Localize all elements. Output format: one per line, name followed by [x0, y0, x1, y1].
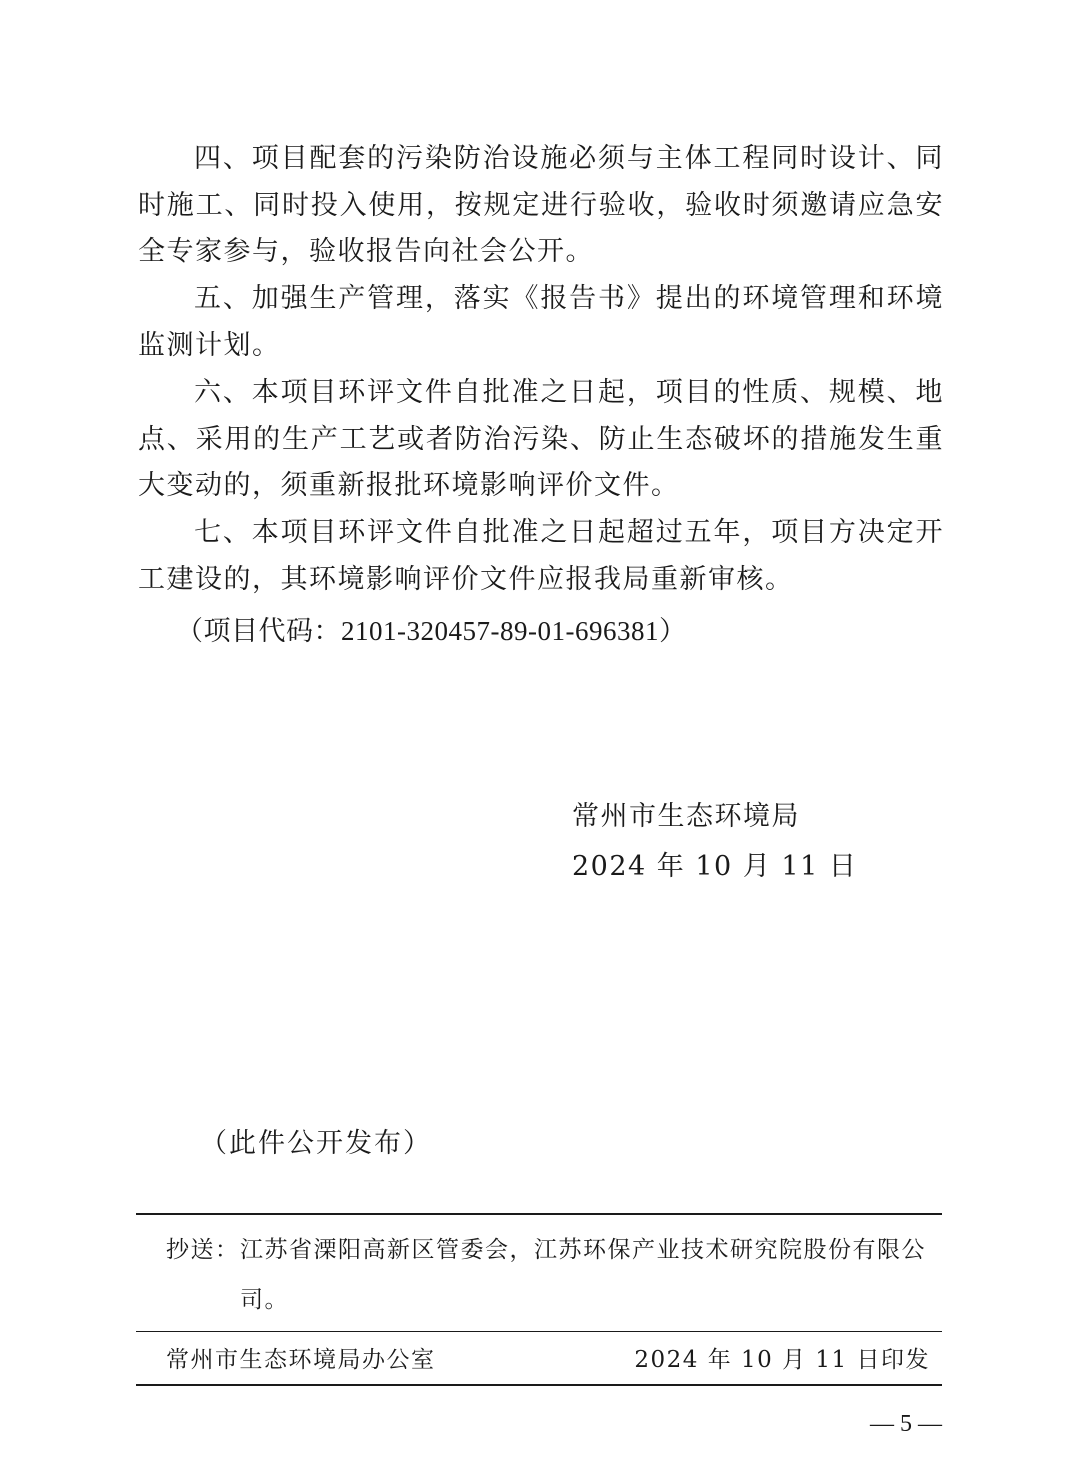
page-number: — 5 — [870, 1411, 942, 1437]
paragraph-item-4: 四、项目配套的污染防治设施必须与主体工程同时设计、同时施工、同时投入使用，按规定进行验收，验收时须邀请应急安全专家参与，验收报告向社会公开。 [138, 143, 944, 267]
issue-date: 2024 年 10 月 11 日印发 [634, 1347, 930, 1373]
project-code: （项目代码：2101-320457-89-01-696381） [176, 616, 687, 646]
footer-bottom-rule [136, 1384, 942, 1386]
signature-block [572, 792, 857, 892]
footer-top-rule [136, 1213, 942, 1215]
paragraph-item-6: 六、本项目环评文件自批准之日起，项目的性质、规模、地点、采用的生产工艺或者防治污染、防止生态破坏的措施发生重大变动的，须重新报批环境影响评价文件。 [138, 377, 944, 501]
paragraph-item-5: 五、加强生产管理，落实《报告书》提出的环境管理和环境监测计划。 [138, 283, 944, 361]
signature-organization: 常州市生态环境局 [572, 801, 800, 832]
cc-label: 抄送： [166, 1237, 240, 1263]
cc-recipients: 江苏省溧阳高新区管委会，江苏环保产业技术研究院股份有限公司。 [240, 1237, 926, 1313]
public-release-note: （此件公开发布） [200, 1128, 432, 1159]
issuing-office: 常州市生态环境局办公室 [166, 1347, 436, 1373]
signature-date: 2024 年 10 月 11 日 [572, 851, 858, 882]
paragraph-item-7: 七、本项目环评文件自批准之日起超过五年，项目方决定开工建设的，其环境影响评价文件应报我局重新审核。 [138, 517, 944, 595]
footer-middle-rule [136, 1331, 942, 1332]
